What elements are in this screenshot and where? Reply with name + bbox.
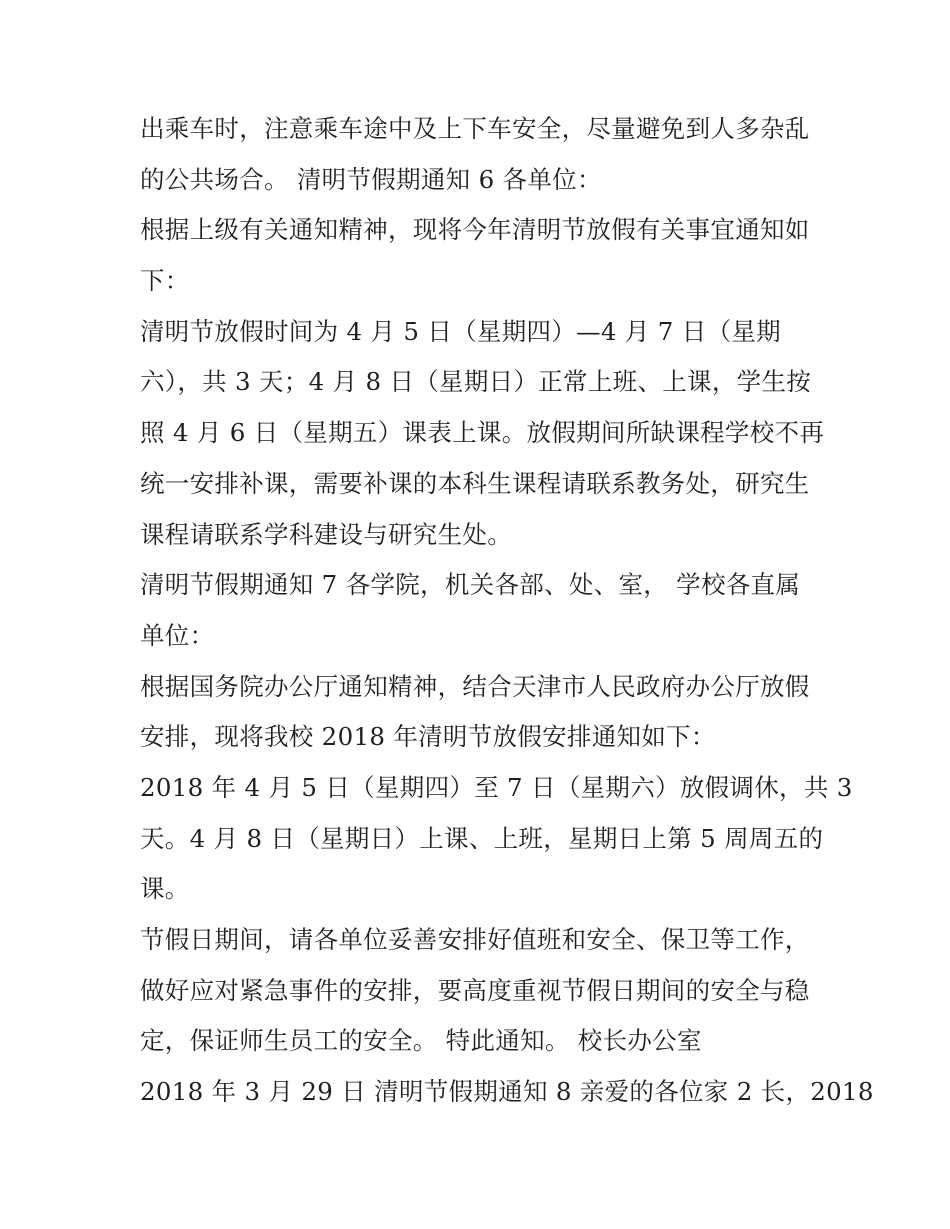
text-line: 照 4 月 6 日（星期五）课表上课。放假期间所缺课程学校不再	[140, 418, 825, 448]
text-line: 下：	[140, 266, 190, 296]
text-line: 定，保证师生员工的安全。 特此通知。 校长办公室	[140, 1026, 702, 1056]
text-line: 清明节放假时间为 4 月 5 日（星期四）—4 月 7 日（星期	[140, 316, 781, 346]
text-line: 出乘车时，注意乘车途中及上下车安全，尽量避免到人多杂乱	[140, 114, 810, 143]
document-body	[140, 104, 874, 1118]
text-line: 节假日期间，请各单位妥善安排好值班和安全、保卫等工作，	[140, 925, 810, 954]
text-line: 六），共 3 天；4 月 8 日（星期日）正常上班、上课，学生按	[140, 367, 812, 397]
text-line: 天。4 月 8 日（星期日）上课、上班，星期日上第 5 周周五的	[140, 823, 824, 853]
text-line: 安排，现将我校 2018 年清明节放假安排通知如下：	[140, 722, 716, 752]
text-line: 根据国务院办公厅通知精神，结合天津市人民政府办公厅放假	[140, 671, 810, 701]
text-line: 根据上级有关通知精神，现将今年清明节放假有关事宜通知如	[140, 215, 810, 245]
text-line: 2018 年 3 月 29 日 清明节假期通知 8 亲爱的各位家 2 长，2018	[140, 1077, 874, 1107]
text-line: 做好应对紧急事件的安排，要高度重视节假日期间的安全与稳	[140, 975, 810, 1005]
text-line: 统一安排补课，需要补课的本科生课程请联系教务处，研究生	[140, 468, 810, 498]
text-line: 的公共场合。 清明节假期通知 6 各单位：	[140, 164, 602, 194]
text-line: 课。	[140, 874, 190, 904]
text-line: 2018 年 4 月 5 日（星期四）至 7 日（星期六）放假调休，共 3	[140, 772, 853, 802]
text-line: 单位：	[140, 620, 215, 650]
text-line: 课程请联系学科建设与研究生处。	[140, 519, 512, 549]
text-line: 清明节假期通知 7 各学院，机关各部、处、室， 学校各直属	[140, 570, 801, 600]
